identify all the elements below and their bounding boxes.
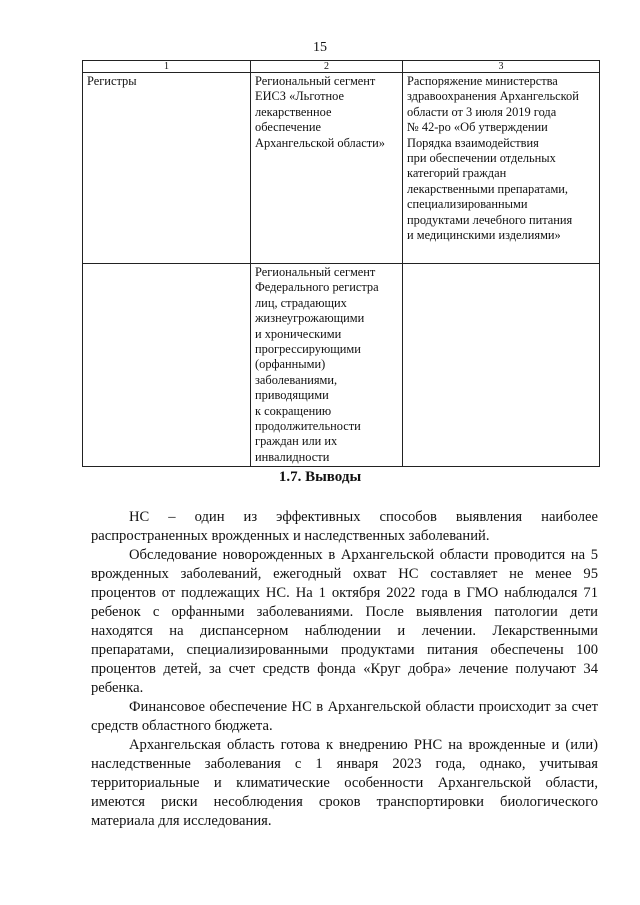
table-cell-system [251, 264, 403, 467]
paragraph: Финансовое обеспечение НС в Архангельской области происходит за счет средств областного бюджета. [91, 699, 598, 734]
cell-text: Распоряжение министерства здравоохранения Архангельской области от 3 июля 2019 года № 42-ро «Об утверждении Порядка взаимодействия при обеспечении отдельных категорий граждан лекарственными препаратами, специализированными продуктами лечебного питания и медицинскими изделиями» [407, 74, 579, 243]
table-cell-system [251, 73, 403, 264]
table-cell-regulation [403, 264, 600, 467]
paragraph: НС – один из эффективных способов выявления наиболее распространенных врожденных и наследственных заболеваний. [91, 509, 598, 544]
table-header-row [83, 61, 600, 73]
table-cell-regulation [403, 73, 600, 264]
table-cell-category [83, 264, 251, 467]
cell-text: Региональный сегмент ЕИСЗ «Льготное лекарственное обеспечение Архангельской области» [255, 74, 385, 150]
conclusions-text [91, 508, 598, 831]
table-cell-category [83, 73, 251, 264]
registries-table [82, 60, 600, 467]
cell-text: Региональный сегмент Федерального регистра лиц, страдающих жизнеугрожающими и хроническими прогрессирующими (орфанными) заболеваниями, приводящими к сокращению продолжительности граждан или их инвалидности [255, 265, 379, 464]
paragraph: Обследование новорожденных в Архангельской области проводится на 5 врожденных заболеваний, ежегодный охват НС составляет не менее 95 процентов от подлежащих НС. На 1 октября 2022 года в ГМО наблюдался 71 ребенок с орфанными заболеваниями. После выявления патологии дети находятся на диспансерном наблюдении и лечении. Лекарственными препаратами, специализированными продуктами питания обеспечены 100 процентов детей, за счет средств фонда «Круг добра» лечение получают 34 ребенка. [91, 547, 598, 696]
table-row [83, 73, 600, 264]
column-number-2: 2 [251, 61, 403, 73]
page-number: 15 [313, 40, 327, 55]
paragraph: Архангельская область готова к внедрению РНС на врожденные и (или) наследственные заболевания с 1 января 2023 года, однако, учитывая территориальные и климатические особенности Архангельской области, имеются риски несоблюдения сроков транспортировки биологического материала для исследования. [91, 737, 598, 829]
column-number-1: 1 [83, 61, 251, 73]
cell-text: Регистры [87, 74, 137, 88]
section-heading: 1.7. Выводы [278, 469, 362, 485]
column-number-3: 3 [403, 61, 600, 73]
table-row [83, 264, 600, 467]
